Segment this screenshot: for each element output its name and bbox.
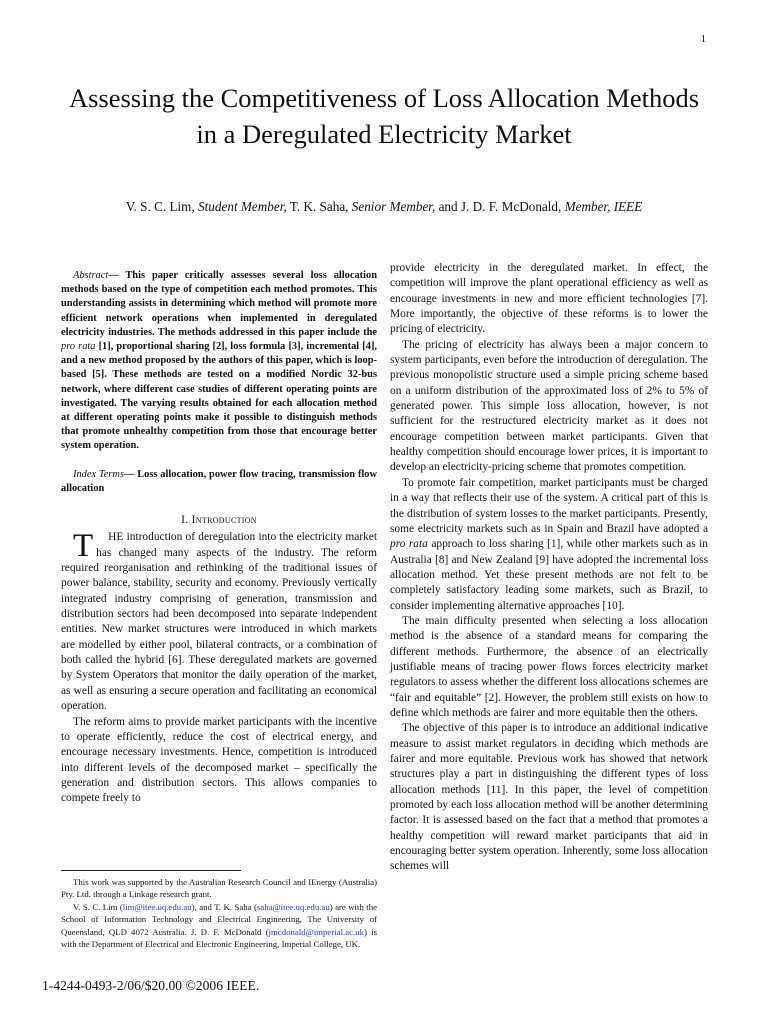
abstract-label: Abstract bbox=[73, 270, 109, 281]
author-2-name: T. K. Saha, bbox=[286, 199, 352, 214]
section-heading-introduction: I. Introduction bbox=[181, 513, 257, 527]
index-terms-text: Loss allocation, power flow tracing, transmission flow allocation bbox=[61, 468, 377, 494]
abstract-text-part2: [1], proportional sharing [2], loss formula [3], incremental [4], and a new method proposed by the authors of this paper, which is loop-based [5]. These methods are tested on a modified Nordic 32-bus network, where different case studies of different operating points are investigated. The varying results obtained for each allocation method at different operating points make it possible to distinguish methods that promote unhealthy competition from those that encourage better system operation. bbox=[61, 341, 378, 452]
footnotes bbox=[61, 876, 377, 950]
author-3-role: Member, IEEE bbox=[564, 199, 643, 214]
email-link-lim[interactable]: lim@itee.uq.edu.au bbox=[122, 901, 192, 912]
footnote-affil-text-3: ) are with the School of Information Technology and Electrical Engineering, The University of Queensland, QLD 4072 Australia. J. D. F. McDonald ( bbox=[61, 901, 377, 937]
left-column bbox=[61, 261, 377, 807]
right-paragraph-3-part2: approach to loss sharing [1], while other markets such as in Australia [8] and New Zealand [9] have adopted the incremental loss allocation method. Yet these present methods are not felt to be completely satisfactory leading some markets, such as Brazil, to consider implementing alternative approaches [10]. bbox=[390, 538, 708, 612]
right-paragraph-1: provide electricity in the deregulated market. In effect, the competition will improve the plant operational efficiency as well as encourage investments in new and more efficient technologies [7]. More importantly, the objective of these reforms is to lower the pricing of electricity. bbox=[390, 262, 708, 336]
right-column bbox=[390, 261, 708, 875]
author-1-name: V. S. C. Lim, bbox=[125, 199, 199, 214]
index-terms-dash: — bbox=[123, 468, 138, 480]
footnote-rule bbox=[61, 870, 241, 871]
abstract-dash: — bbox=[108, 270, 126, 281]
right-paragraph-3 bbox=[390, 476, 708, 614]
intro-paragraph-1-text: HE introduction of deregulation into the electricity market has changed many aspects of the industry. The reform required reorganisation and rethinking of the traditional issues of power balance, stability, security and economy. Previously vertically integrated industry comprising of generation, transmission and distribution sectors had been decomposed into separate independent entities. New market structures were introduced in which markets are modelled by either pool, bilateral contracts, or a combination of both called the hybrid [6]. These deregulated markets are governed by System Operators that monitor the daily operation of the market, as well as ensuring a secure operation and facilitating an economical operation. bbox=[61, 531, 377, 713]
email-link-mcdonald[interactable]: jmcdonald@imperial.ac.uk bbox=[268, 926, 365, 937]
right-paragraph-4: The main difficulty presented when selecting a loss allocation method is the absence of a standard means for comparing the different methods. Furthermore, the absence of an electrically justifiable means of tracing power flows forces electricity market regulators to assess whether the different loss allocations schemes are “fair and equitable” [2]. However, the problem still exists on how to define which methods are fairer and more equitable then the others. bbox=[390, 614, 708, 719]
drop-cap: T bbox=[73, 528, 94, 565]
page-number: 1 bbox=[700, 33, 706, 45]
footnote-affil-text-1: V. S. C. Lim ( bbox=[73, 901, 123, 912]
author-1-role: Student Member, bbox=[198, 199, 287, 214]
author-2-role: Senior Member, bbox=[351, 199, 436, 214]
copyright-notice: 1-4244-0493-2/06/$20.00 ©2006 IEEE. bbox=[42, 978, 260, 993]
right-paragraph-3-italic: pro rata bbox=[390, 538, 428, 551]
abstract-italic-term: pro rata bbox=[61, 341, 96, 353]
author-line bbox=[40, 199, 728, 215]
intro-paragraph-2: The reform aims to provide market participants with the incentive to operate efficiently, reduce the cost of electrical energy, and encourage necessary investments. Hence, competition is introduced into different levels of the decomposed market – specifically the generation and distribution sectors. This allows companies to compete freely to bbox=[61, 715, 377, 805]
right-paragraph-3-part1: To promote fair competition, market participants must be charged in a way that reflects their use of the system. A critical part of this is the distribution of system losses to the market participants. Presently, some electricity markets such as in Spain and Brazil have adopted a bbox=[390, 476, 708, 535]
author-3-name: and J. D. F. McDonald, bbox=[435, 199, 565, 214]
footnote-affiliations bbox=[61, 901, 377, 951]
abstract bbox=[61, 269, 377, 454]
paper-title: Assessing the Competitiveness of Loss Allocation Methods in a Deregulated Electricity Market bbox=[68, 83, 700, 149]
right-paragraph-5: The objective of this paper is to introduce an additional indicative measure to assist market regulators in deciding which methods are fairer and more equitable. Previous work has showed that network structures play a part in distinguishing the different types of loss allocation methods [11]. In this paper, the level of competition promoted by each loss allocation method will be another determining factor. It is assessed based on the fact that a method that promotes a healthy competition will reward market participants that aid in encouraging better system operation. Inherently, some loss allocation schemes will bbox=[390, 722, 708, 873]
index-terms-label: Index Terms bbox=[73, 468, 124, 480]
index-terms bbox=[61, 468, 377, 496]
footnote-affil-text-2: ), and T. K. Saha ( bbox=[191, 901, 257, 912]
email-link-saha[interactable]: saha@itee.uq.edu.au bbox=[256, 901, 330, 912]
right-paragraph-2: The pricing of electricity has always been a major concern to system participants, even before the introduction of deregulation. The previous monopolistic structure used a simple pricing scheme based on a uniform distribution of the approximated loss of 2% to 5% of generated power. This simple loss allocation, however, is not sufficient for the restructured electricity market as it does not encourage competition between market participants. Given that healthy competition should encourage lower prices, it is important to develop an electricity-pricing scheme that promotes competition. bbox=[390, 338, 708, 474]
footnote-affil-text-4: ) is with the Department of Electrical and Electronic Engineering, Imperial College, UK. bbox=[61, 926, 377, 950]
footnote-funding: This work was supported by the Australian Research Council and IEnergy (Australia) Pty. Ltd. through a Linkage research grant. bbox=[61, 877, 377, 900]
intro-paragraph-1 bbox=[61, 530, 377, 714]
abstract-text-part1: This paper critically assesses several loss allocation methods based on the type of competition each method promotes. This understanding assists in determining which method will promote more efficient network operations when implemented in deregulated electricity industries. The methods addressed in this paper include the bbox=[61, 270, 377, 338]
